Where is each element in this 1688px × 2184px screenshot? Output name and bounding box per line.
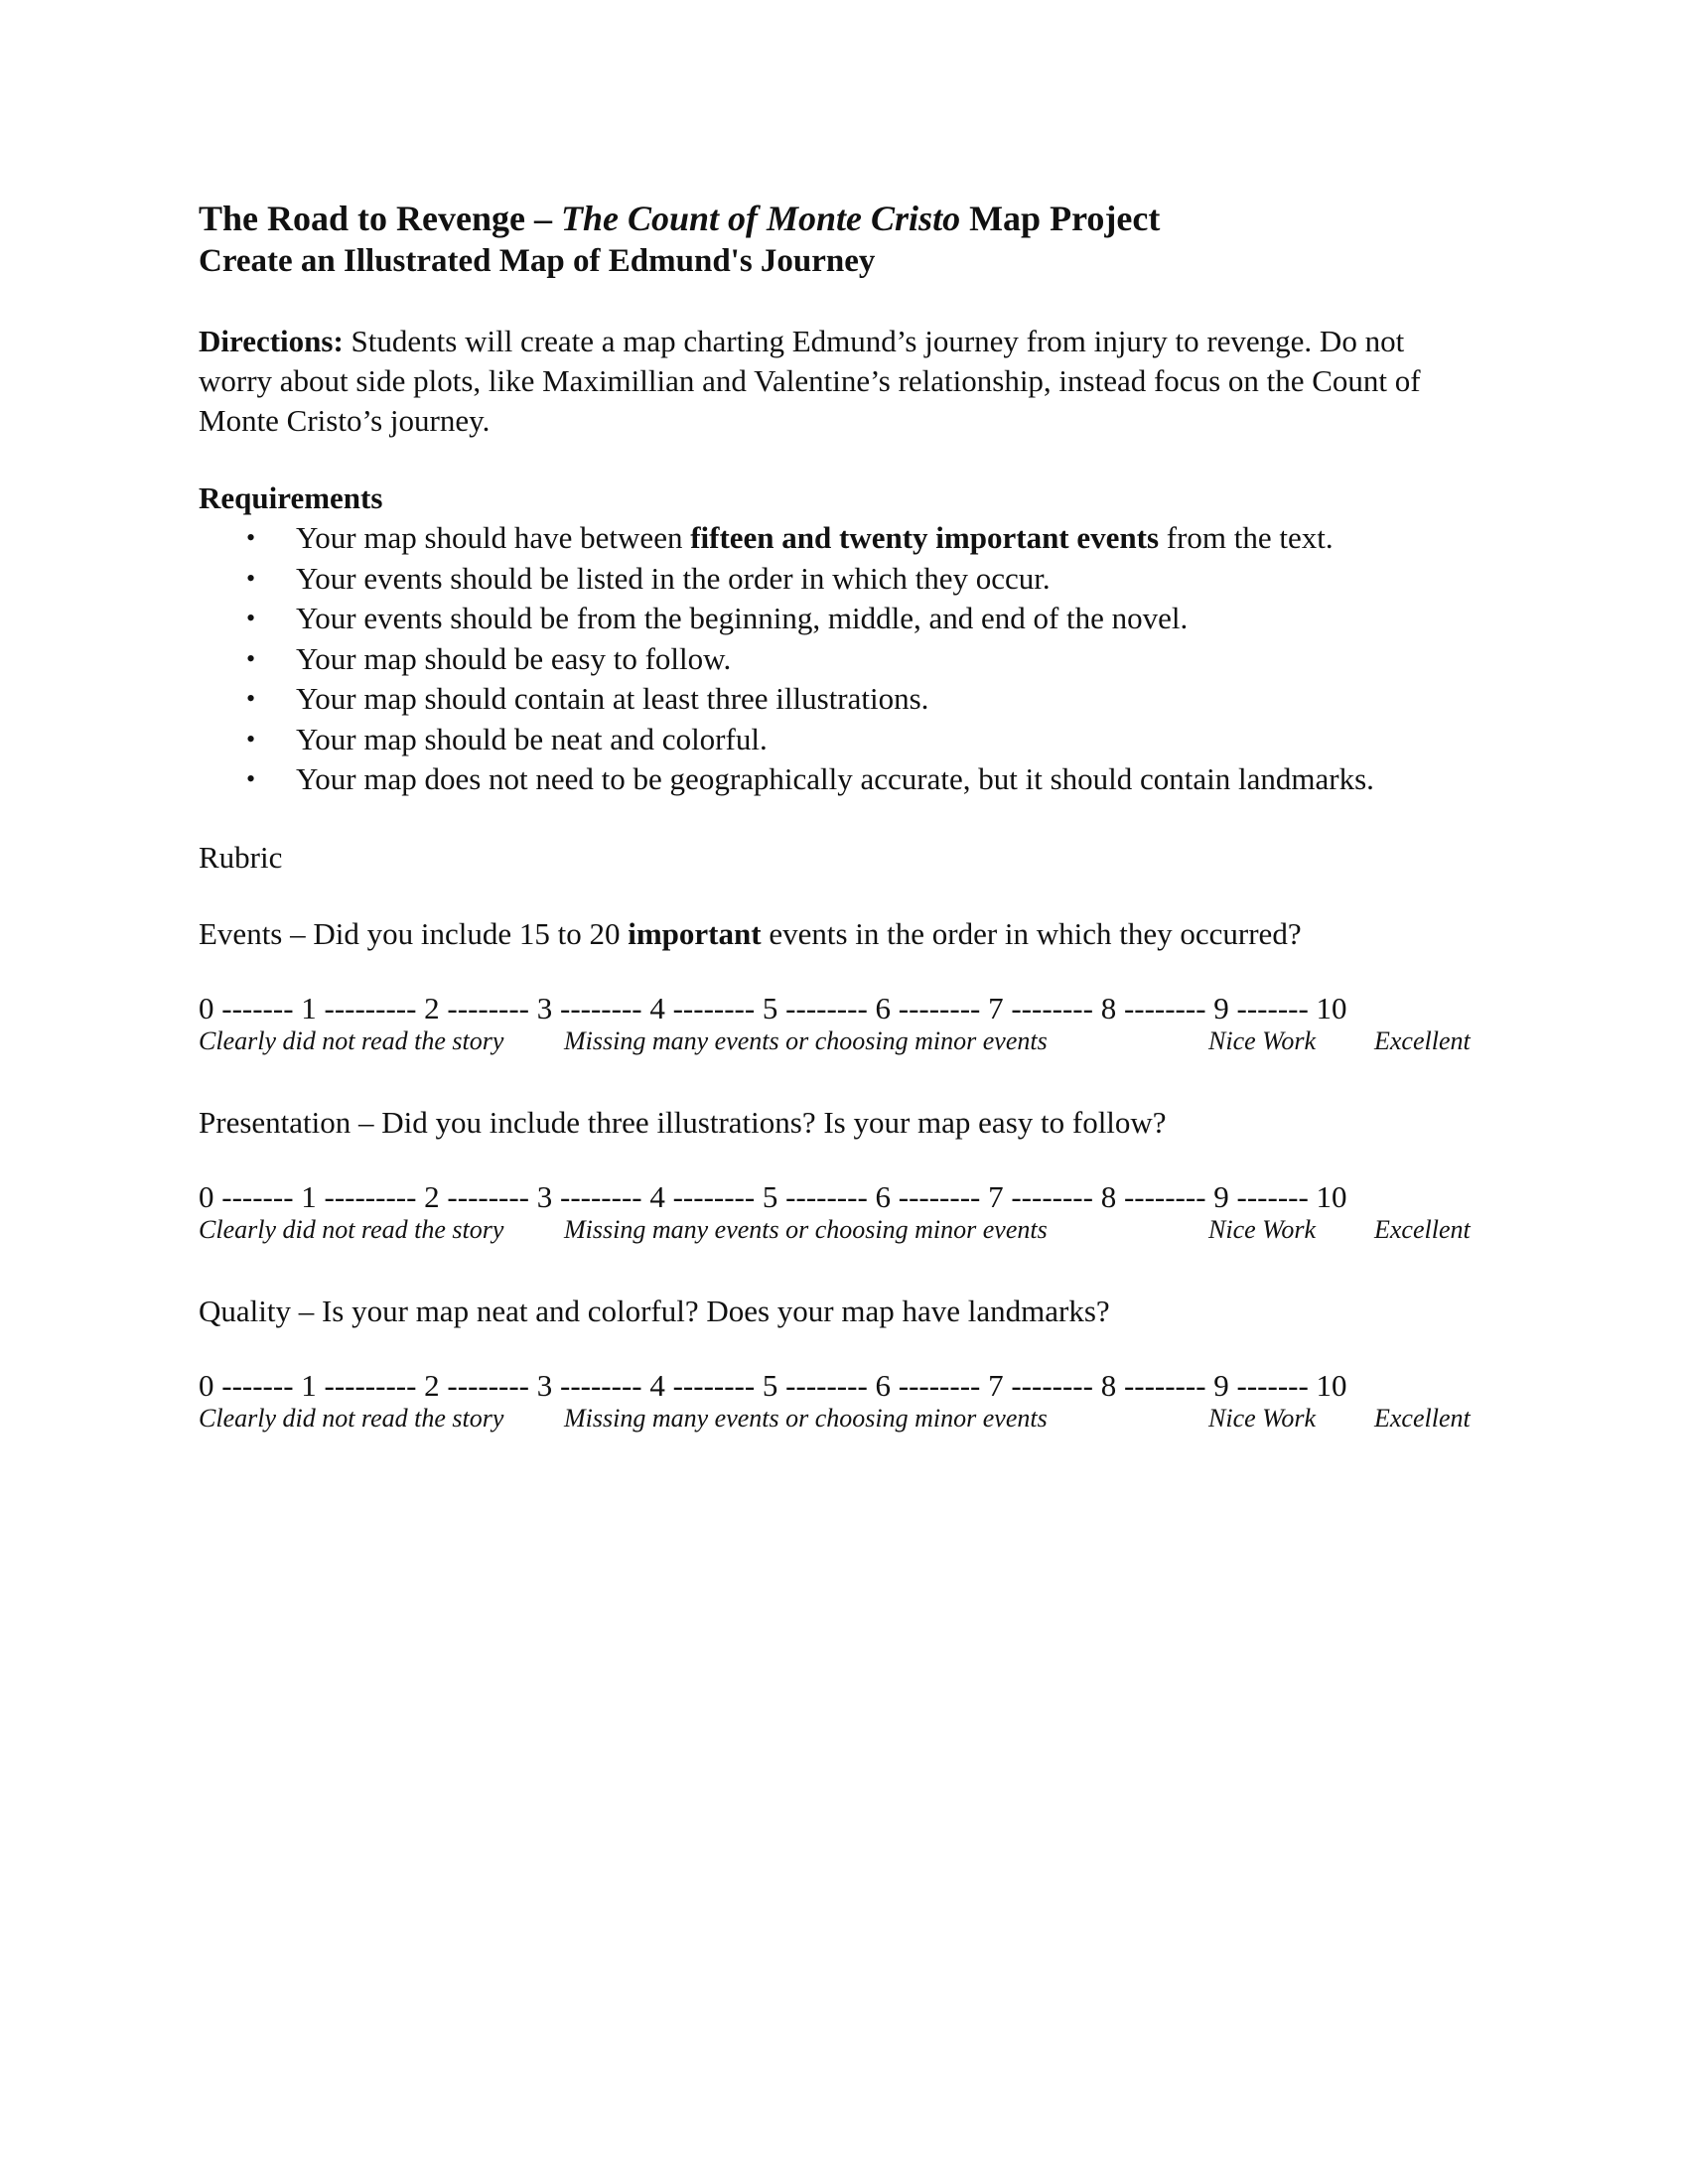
title-prefix: The Road to Revenge – <box>199 199 561 238</box>
rubric-heading: Rubric <box>199 839 283 875</box>
list-item <box>199 759 1489 800</box>
list-item <box>199 518 1489 559</box>
directions-text: Students will create a map charting Edmund’s journey from injury to revenge. Do not worry about side plots, like Maximillian and Valentine’s relationship, instead focus on the Count of Monte Cristo’s journey. <box>199 324 1421 438</box>
requirement-text: Your map should be easy to follow. <box>296 640 732 676</box>
requirements-heading: Requirements <box>199 480 383 515</box>
question-emphasis: important <box>628 915 762 951</box>
scale-descriptor: Nice Work <box>1208 1403 1317 1433</box>
scale-descriptor: Clearly did not read the story <box>199 1214 504 1244</box>
title-suffix: Map Project <box>960 199 1161 238</box>
rubric-criterion-events <box>199 914 1489 1066</box>
scale-descriptor: Missing many events or choosing minor events <box>564 1025 1048 1055</box>
score-scale-line: 0 ------- 1 --------- 2 -------- 3 -------- 4 -------- 5 -------- 6 -------- 7 -------- 8 -------- 9 ------- 10 <box>199 1178 1347 1214</box>
requirement-emphasis: fifteen and twenty important events <box>690 520 1160 555</box>
score-scale <box>199 1177 1489 1255</box>
scale-descriptor: Clearly did not read the story <box>199 1403 504 1433</box>
bullet-icon: • <box>246 563 256 593</box>
bullet-icon: • <box>246 764 256 793</box>
requirement-text: Your map should contain at least three illustrations. <box>296 681 929 716</box>
list-item <box>199 599 1489 639</box>
document-content <box>199 197 1489 1443</box>
scale-descriptor: Missing many events or choosing minor events <box>564 1403 1048 1433</box>
list-item <box>199 639 1489 680</box>
requirements-list <box>199 518 1489 800</box>
bullet-icon: • <box>246 604 256 632</box>
scale-descriptor: Missing many events or choosing minor events <box>564 1214 1048 1244</box>
directions-paragraph <box>199 322 1479 441</box>
bullet-icon: • <box>246 724 256 753</box>
bullet-icon: • <box>246 684 256 713</box>
rubric-criterion-presentation <box>199 1103 1489 1255</box>
question-text: Events – Did you include 15 to 20 <box>199 915 629 951</box>
requirement-text: Your events should be listed in the order in which they occur. <box>296 560 1051 596</box>
page-subtitle: Create an Illustrated Map of Edmund's Journey <box>199 243 876 279</box>
scale-descriptor: Excellent <box>1374 1025 1471 1055</box>
list-item <box>199 720 1489 760</box>
scale-descriptor: Excellent <box>1374 1403 1471 1433</box>
score-scale <box>199 989 1489 1066</box>
scale-descriptor: Nice Work <box>1208 1214 1317 1244</box>
bullet-icon: • <box>246 643 256 673</box>
requirement-text: from the text. <box>1159 520 1334 555</box>
bullet-icon: • <box>246 523 256 552</box>
scale-descriptor: Clearly did not read the story <box>199 1025 504 1055</box>
scale-descriptor: Excellent <box>1374 1214 1471 1244</box>
title-book-name: The Count of Monte Cristo <box>560 199 961 238</box>
question-text: events in the order in which they occurred? <box>761 915 1302 951</box>
criterion-question <box>199 914 1489 954</box>
requirement-text: Your map should have between <box>296 520 691 555</box>
rubric-criterion-quality <box>199 1292 1489 1443</box>
requirement-text: Your map should be neat and colorful. <box>296 721 768 756</box>
scale-descriptor: Nice Work <box>1208 1025 1317 1055</box>
page-title <box>199 197 1489 240</box>
list-item <box>199 679 1489 720</box>
criterion-question: Quality – Is your map neat and colorful? Does your map have landmarks? <box>199 1293 1110 1328</box>
list-item <box>199 559 1489 600</box>
score-scale <box>199 1366 1489 1443</box>
requirement-text: Your map does not need to be geographically accurate, but it should contain landmarks. <box>296 761 1374 796</box>
directions-label: Directions: <box>199 324 344 358</box>
requirement-text: Your events should be from the beginning, middle, and end of the novel. <box>296 601 1189 635</box>
score-scale-line: 0 ------- 1 --------- 2 -------- 3 -------- 4 -------- 5 -------- 6 -------- 7 -------- 8 -------- 9 ------- 10 <box>199 1367 1347 1403</box>
score-scale-line: 0 ------- 1 --------- 2 -------- 3 -------- 4 -------- 5 -------- 6 -------- 7 -------- 8 -------- 9 ------- 10 <box>199 990 1347 1025</box>
criterion-question: Presentation – Did you include three illustrations? Is your map easy to follow? <box>199 1104 1167 1140</box>
